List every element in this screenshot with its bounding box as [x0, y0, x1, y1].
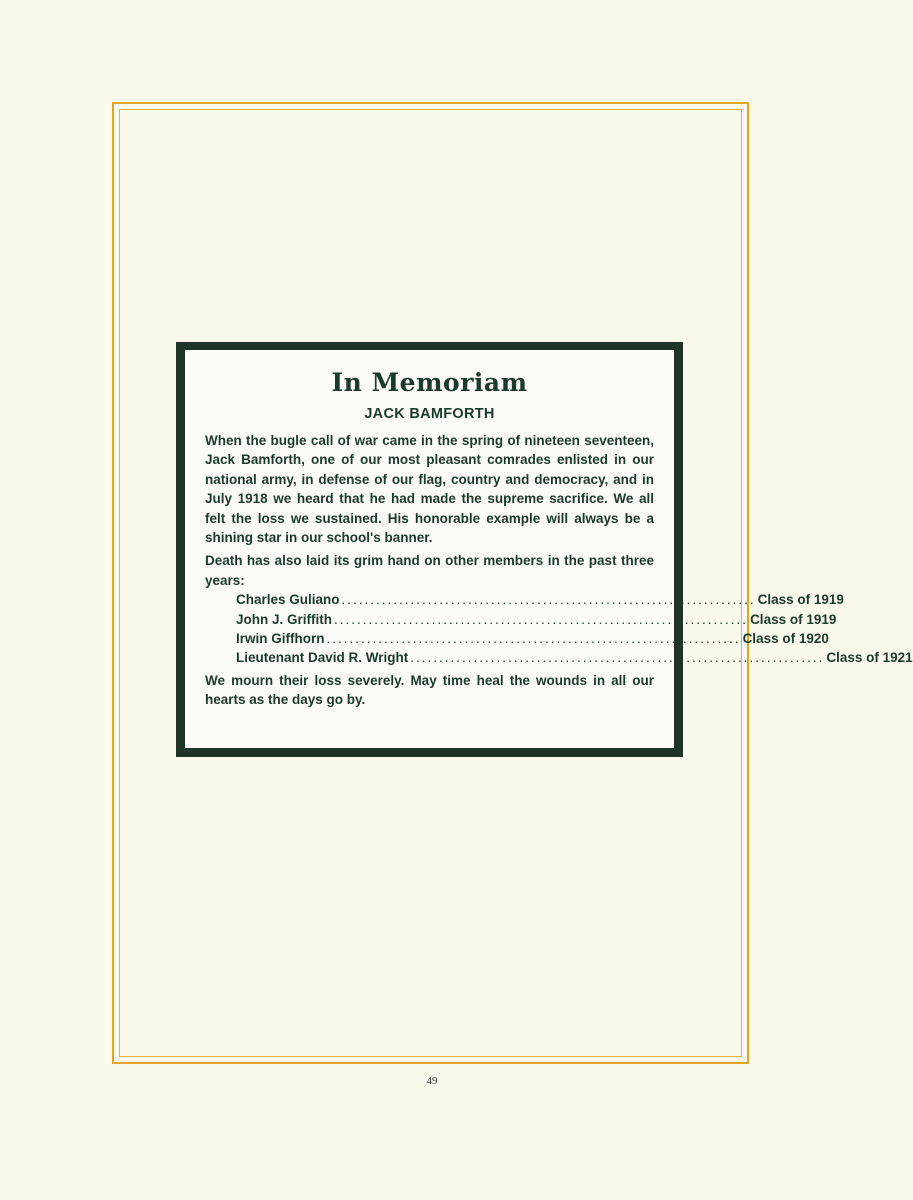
dot-leader: ........................................................................	[334, 611, 749, 627]
dot-leader: ........................................................................	[410, 650, 825, 666]
dot-leader: ........................................................................	[326, 631, 741, 647]
member-row	[236, 629, 829, 648]
member-name: Lieutenant David R. Wright	[236, 650, 409, 666]
memorial-box	[176, 342, 913, 757]
memorial-paragraph-2: Death has also laid its grim hand on other members in the past three years:	[205, 553, 654, 588]
member-list	[205, 590, 913, 668]
memorial-name: JACK BAMFORTH	[364, 406, 495, 422]
member-name: Charles Guliano	[236, 592, 340, 608]
member-name: Irwin Giffhorn	[236, 631, 325, 647]
memorial-title: In Memoriam	[331, 368, 528, 397]
memorial-paragraph-3: We mourn their loss severely. May time heal the wounds in all our hearts as the days go by.	[205, 672, 654, 708]
member-class: Class of 1920	[742, 631, 829, 647]
member-class: Class of 1921	[826, 650, 913, 666]
member-row	[236, 610, 837, 629]
member-class: Class of 1919	[757, 592, 844, 608]
member-name: John J. Griffith	[236, 611, 332, 627]
member-class: Class of 1919	[750, 611, 837, 627]
member-row	[236, 590, 844, 609]
dot-leader: ........................................................................	[341, 592, 756, 608]
memorial-paragraph-1: When the bugle call of war came in the spring of nineteen seventeen, Jack Bamforth, one of our most pleasant comrades enlisted in our national army, in defense of our flag, country and democracy, and in July 1918 we heard that he had made the supreme sacrifice. We all felt the loss we sustained. His honorable example will always be a shining star in our school's banner.	[205, 433, 654, 546]
member-row	[236, 648, 913, 667]
page-number: 49	[426, 1075, 438, 1087]
